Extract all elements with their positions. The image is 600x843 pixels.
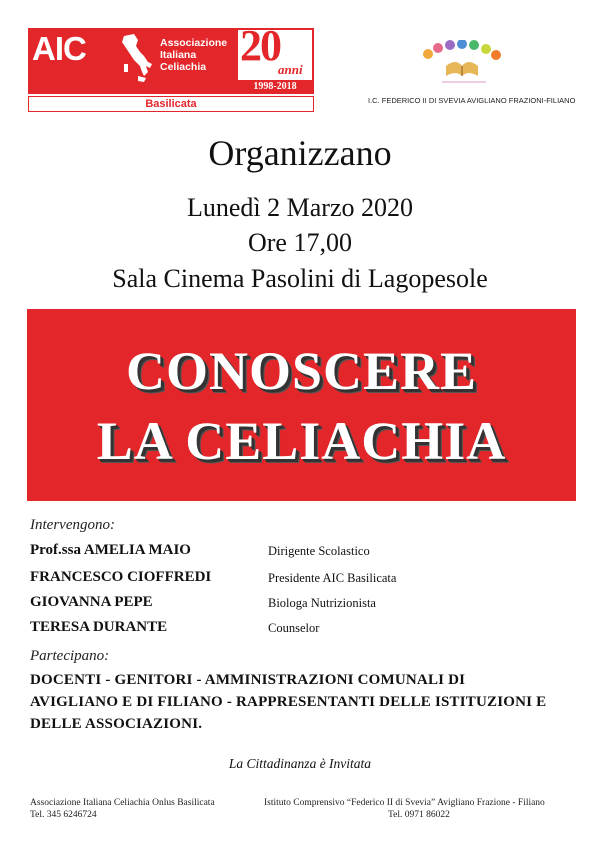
speakers-label: Intervengono: bbox=[30, 517, 115, 533]
speaker-role: Presidente AIC Basilicata bbox=[268, 571, 397, 585]
footer-school: Istituto Comprensivo “Federico II di Svevia” Avigliano Frazione - Filiano bbox=[264, 798, 545, 808]
title-banner bbox=[27, 309, 576, 501]
anniversary-word: anni bbox=[278, 62, 303, 77]
anniversary-years: 1998-2018 bbox=[236, 80, 314, 94]
speaker-name: TERESA DURANTE bbox=[30, 619, 168, 635]
footer-association: Associazione Italiana Celiachia Onlus Basilicata bbox=[30, 798, 215, 808]
assoc-line-1: Associazione bbox=[160, 37, 228, 49]
event-title-line-2: LA CELIACHIA bbox=[96, 411, 507, 471]
event-time: Ore 17,00 bbox=[248, 228, 352, 257]
speaker-name: FRANCESCO CIOFFREDI bbox=[30, 569, 212, 585]
aic-logo-abbr: AIC bbox=[32, 30, 86, 67]
event-title-line-1: CONOSCERE bbox=[125, 341, 478, 401]
speaker-role: Biologa Nutrizionista bbox=[268, 596, 376, 610]
school-logo-icon bbox=[416, 40, 516, 86]
participants-label: Partecipano: bbox=[30, 648, 110, 664]
event-venue: Sala Cinema Pasolini di Lagopesole bbox=[112, 264, 488, 293]
organizers-heading: Organizzano bbox=[208, 133, 392, 173]
speaker-role: Dirigente Scolastico bbox=[268, 544, 370, 558]
region-label: Basilicata bbox=[28, 96, 314, 112]
invitation-note: La Cittadinanza è Invitata bbox=[228, 756, 372, 771]
speaker-role: Counselor bbox=[268, 621, 320, 635]
participants-list: DOCENTI - GENITORI - AMMINISTRAZIONI COMUNALI DI AVIGLIANO E DI FILIANO - RAPPRESENTANTI DELLE ISTITUZIONI E DELLE ASSOCIAZIONI. bbox=[30, 672, 547, 732]
speaker-name: GIOVANNA PEPE bbox=[30, 594, 153, 610]
assoc-line-3: Celiachia bbox=[160, 61, 207, 73]
speaker-name: Prof.ssa AMELIA MAIO bbox=[30, 542, 191, 558]
school-name: I.C. FEDERICO II DI SVEVIA AVIGLIANO FRAZIONI-FILIANO bbox=[368, 96, 576, 105]
footer-school-phone: Tel. 0971 86022 bbox=[388, 810, 450, 820]
event-date: Lunedì 2 Marzo 2020 bbox=[186, 193, 413, 222]
aic-association-name bbox=[160, 37, 227, 73]
footer-association-phone: Tel. 345 6246724 bbox=[30, 810, 97, 820]
italy-map-icon bbox=[118, 32, 156, 88]
anniversary-number: 20 bbox=[240, 21, 280, 70]
assoc-line-2: Italiana bbox=[160, 49, 197, 61]
